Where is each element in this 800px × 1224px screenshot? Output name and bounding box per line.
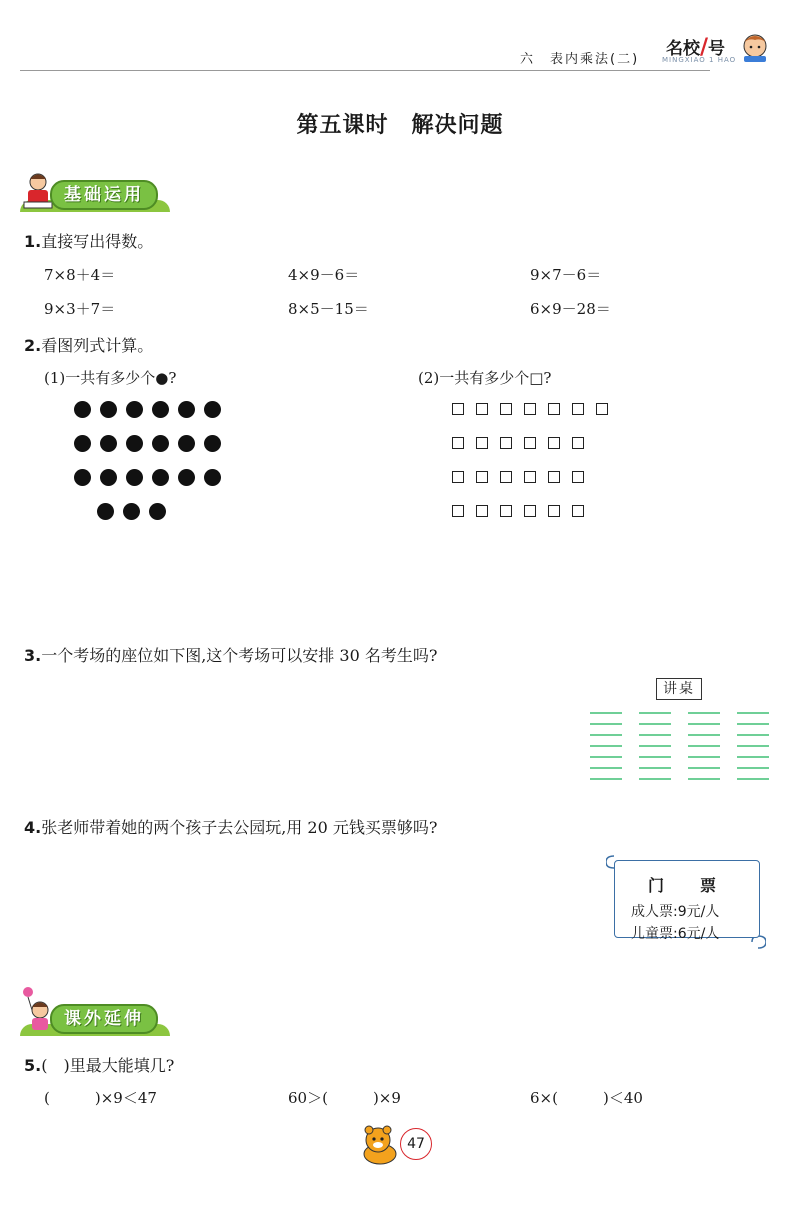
seat bbox=[688, 745, 720, 747]
q1-stem bbox=[24, 229, 153, 252]
square bbox=[572, 403, 584, 415]
q5-text: ( )里最大能填几? bbox=[41, 1056, 175, 1075]
seat bbox=[639, 778, 671, 780]
square bbox=[500, 505, 512, 517]
dot bbox=[152, 435, 169, 452]
square bbox=[572, 471, 584, 483]
q3-stem bbox=[24, 643, 437, 666]
ticket-title: 门 票 bbox=[647, 876, 726, 895]
square bbox=[524, 437, 536, 449]
dot bbox=[74, 435, 91, 452]
seat bbox=[737, 767, 769, 769]
seat bbox=[688, 778, 720, 780]
brand-slash-icon: / bbox=[700, 35, 709, 60]
seat bbox=[737, 778, 769, 780]
q1-eq-1-2: 4×9－6＝ bbox=[288, 266, 360, 284]
square bbox=[548, 403, 560, 415]
square bbox=[524, 505, 536, 517]
dot bbox=[123, 503, 140, 520]
square bbox=[524, 403, 536, 415]
ticket-child: 儿童票:6元/人 bbox=[631, 926, 720, 942]
seat bbox=[639, 712, 671, 714]
dot bbox=[97, 503, 114, 520]
seat bbox=[639, 745, 671, 747]
square bbox=[572, 505, 584, 517]
q1-number: 1. bbox=[24, 232, 42, 251]
chapter-header: 六 表内乘法(二) bbox=[520, 52, 640, 67]
lecture-desk: 讲桌 bbox=[656, 678, 702, 700]
dot bbox=[126, 469, 143, 486]
dot bbox=[204, 401, 221, 418]
q1-eq-2-1: 9×3＋7＝ bbox=[44, 300, 116, 318]
square bbox=[500, 437, 512, 449]
q5-item-1: ( )×9＜47 bbox=[44, 1089, 157, 1107]
dot bbox=[100, 469, 117, 486]
seat bbox=[590, 712, 622, 714]
dot bbox=[126, 435, 143, 452]
banner-extension bbox=[0, 1000, 180, 1036]
seat bbox=[737, 745, 769, 747]
square bbox=[500, 403, 512, 415]
dot bbox=[74, 469, 91, 486]
q2-number: 2. bbox=[24, 336, 42, 355]
dot bbox=[100, 435, 117, 452]
seat bbox=[639, 734, 671, 736]
q2-part1: (1)一共有多少个●? bbox=[44, 369, 177, 387]
seat bbox=[688, 734, 720, 736]
dot bbox=[178, 469, 195, 486]
square bbox=[452, 505, 464, 517]
seat bbox=[639, 723, 671, 725]
lesson-title: 第五课时 解决问题 bbox=[296, 113, 504, 138]
q3-number: 3. bbox=[24, 646, 42, 665]
dot bbox=[204, 469, 221, 486]
dot bbox=[126, 401, 143, 418]
header-rule bbox=[20, 70, 710, 71]
square bbox=[500, 471, 512, 483]
square bbox=[476, 437, 488, 449]
ticket-panel bbox=[614, 860, 760, 942]
brand-left: 名校 bbox=[666, 39, 700, 59]
tiger-mascot-icon bbox=[358, 1124, 402, 1166]
square bbox=[596, 403, 608, 415]
q1-eq-2-2: 8×5－15＝ bbox=[288, 300, 369, 318]
seat bbox=[590, 723, 622, 725]
banner-extension-label: 课外延伸 bbox=[50, 1004, 158, 1034]
q1-text: 直接写出得数。 bbox=[41, 232, 154, 251]
brand-right: 号 bbox=[708, 39, 726, 59]
q5-item-2: 60＞( )×9 bbox=[288, 1089, 401, 1107]
q4-text: 张老师带着她的两个孩子去公园玩,用 20 元钱买票够吗? bbox=[41, 818, 438, 837]
q4-stem bbox=[24, 815, 437, 838]
page-number: 47 bbox=[400, 1128, 432, 1160]
q3-text: 一个考场的座位如下图,这个考场可以安排 30 名考生吗? bbox=[41, 646, 438, 665]
dot bbox=[204, 435, 221, 452]
q5-item-3: 6×( )＜40 bbox=[530, 1089, 643, 1107]
seat bbox=[590, 745, 622, 747]
ticket-adult: 成人票:9元/人 bbox=[631, 904, 720, 920]
dot bbox=[74, 401, 91, 418]
square bbox=[476, 505, 488, 517]
square bbox=[452, 471, 464, 483]
seat bbox=[590, 778, 622, 780]
square bbox=[548, 437, 560, 449]
dot bbox=[152, 401, 169, 418]
q2-part2: (2)一共有多少个□? bbox=[418, 369, 552, 387]
ticket-scroll bbox=[606, 852, 766, 944]
seat bbox=[590, 756, 622, 758]
square bbox=[548, 471, 560, 483]
banner-basic-label: 基础运用 bbox=[50, 180, 158, 210]
seat bbox=[737, 712, 769, 714]
q2-stem bbox=[24, 333, 153, 356]
seat bbox=[737, 734, 769, 736]
square bbox=[476, 471, 488, 483]
q1-eq-1-3: 9×7－6＝ bbox=[530, 266, 602, 284]
seat bbox=[688, 712, 720, 714]
dot bbox=[100, 401, 117, 418]
q1-eq-1-1: 7×8＋4＝ bbox=[44, 266, 116, 284]
seat bbox=[639, 767, 671, 769]
dot bbox=[178, 435, 195, 452]
banner-basic bbox=[0, 176, 180, 212]
square bbox=[452, 403, 464, 415]
seat bbox=[688, 767, 720, 769]
square bbox=[524, 471, 536, 483]
square bbox=[572, 437, 584, 449]
dot bbox=[149, 503, 166, 520]
seat bbox=[590, 767, 622, 769]
seat bbox=[590, 734, 622, 736]
dot bbox=[178, 401, 195, 418]
q2-text: 看图列式计算。 bbox=[41, 336, 154, 355]
q4-number: 4. bbox=[24, 818, 42, 837]
seat bbox=[639, 756, 671, 758]
brand-subtitle: MINGXIAO 1 HAO bbox=[662, 56, 737, 64]
seat bbox=[688, 756, 720, 758]
square bbox=[548, 505, 560, 517]
square bbox=[452, 437, 464, 449]
dot bbox=[152, 469, 169, 486]
seat bbox=[737, 756, 769, 758]
square bbox=[476, 403, 488, 415]
q5-stem bbox=[24, 1053, 174, 1076]
q5-number: 5. bbox=[24, 1056, 42, 1075]
q1-eq-2-3: 6×9－28＝ bbox=[530, 300, 611, 318]
seat bbox=[688, 723, 720, 725]
mascot-boy-icon bbox=[738, 30, 772, 64]
seat bbox=[737, 723, 769, 725]
